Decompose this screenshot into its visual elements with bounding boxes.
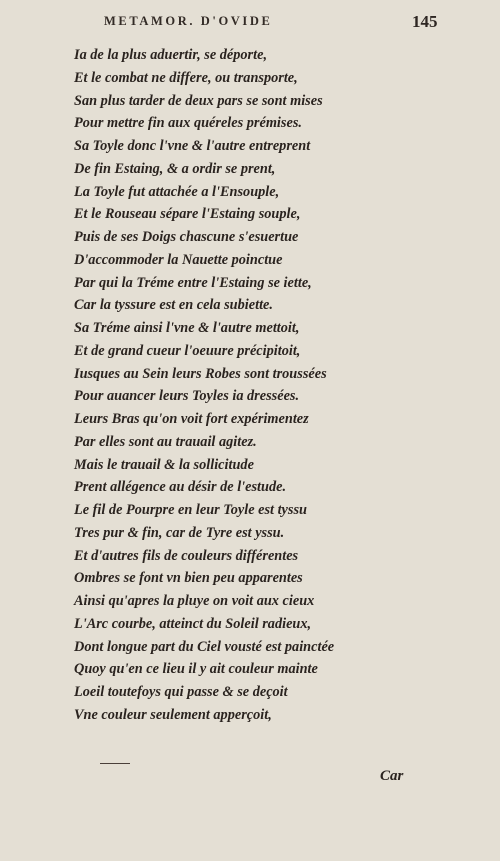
verse-line: Le fil de Pourpre en leur Toyle est tyssu	[74, 502, 307, 518]
verse-line: Tres pur & fin, car de Tyre est yssu.	[74, 524, 285, 541]
verse-line: Loeil toutefoys qui passe & se deçoit	[74, 684, 288, 700]
verse-line: Car la tyssure est en cela subiette.	[74, 297, 273, 314]
verse-line: Par qui la Tréme entre l'Estaing se iette,	[74, 274, 312, 291]
running-head: METAMOR. D'OVIDE	[104, 14, 273, 28]
verse-line: Vne couleur seulement apperçoit,	[74, 706, 272, 723]
verse-line: Et de grand cueur l'oeuure précipitoit,	[74, 342, 301, 359]
verse-line: Et le Rouseau sépare l'Estaing souple,	[74, 206, 301, 223]
verse-line: D'accommoder la Nauette poinctue	[74, 251, 283, 268]
page-header	[0, 12, 500, 36]
verse-line: Ombres se font vn bien peu apparentes	[74, 570, 303, 587]
verse-line: Ia de la plus aduertir, se déporte,	[74, 47, 268, 63]
verse-line: Leurs Bras qu'on voit fort expérimentez	[74, 411, 309, 427]
page-number: 145	[412, 12, 438, 31]
verse-line: Et le combat ne differe, ou transporte,	[74, 69, 298, 86]
verse-line: Ainsi qu'apres la pluye on voit aux cieux	[74, 593, 315, 609]
verse-list	[74, 44, 484, 727]
verse-line: Et d'autres fils de couleurs différentes	[74, 547, 299, 564]
verse-line: L'Arc courbe, atteinct du Soleil radieux,	[74, 615, 312, 632]
verse-line: Sa Toyle donc l'vne & l'autre entreprent	[74, 138, 311, 154]
verse-line: Sa Tréme ainsi l'vne & l'autre mettoit,	[74, 320, 300, 336]
verse-line: Prent allégence au désir de l'estude.	[74, 479, 287, 496]
verse-line: Par elles sont au trauail agitez.	[74, 433, 257, 450]
verse-line: Pour auancer leurs Toyles ia dressées.	[74, 388, 300, 405]
catchword: Car	[380, 768, 404, 784]
verse-line: San plus tarder de deux pars se sont mises	[74, 92, 323, 109]
verse-line: De fin Estaing, & a ordir se prent,	[74, 160, 276, 177]
verse-line: Mais le trauail & la sollicitude	[74, 456, 254, 473]
verse-line: Dont longue part du Ciel vousté est painctée	[74, 638, 335, 655]
catchword-rule	[100, 763, 130, 764]
verse-line: Pour mettre fin aux quéreles prémises.	[74, 115, 302, 132]
verse-line: Puis de ses Doigs chascune s'esuertue	[74, 229, 299, 245]
verse-line: Quoy qu'en ce lieu il y ait couleur mainte	[74, 661, 318, 678]
verse-line: Iusques au Sein leurs Robes sont troussées	[74, 365, 327, 382]
verse-line: La Toyle fut attachée a l'Ensouple,	[74, 183, 280, 200]
